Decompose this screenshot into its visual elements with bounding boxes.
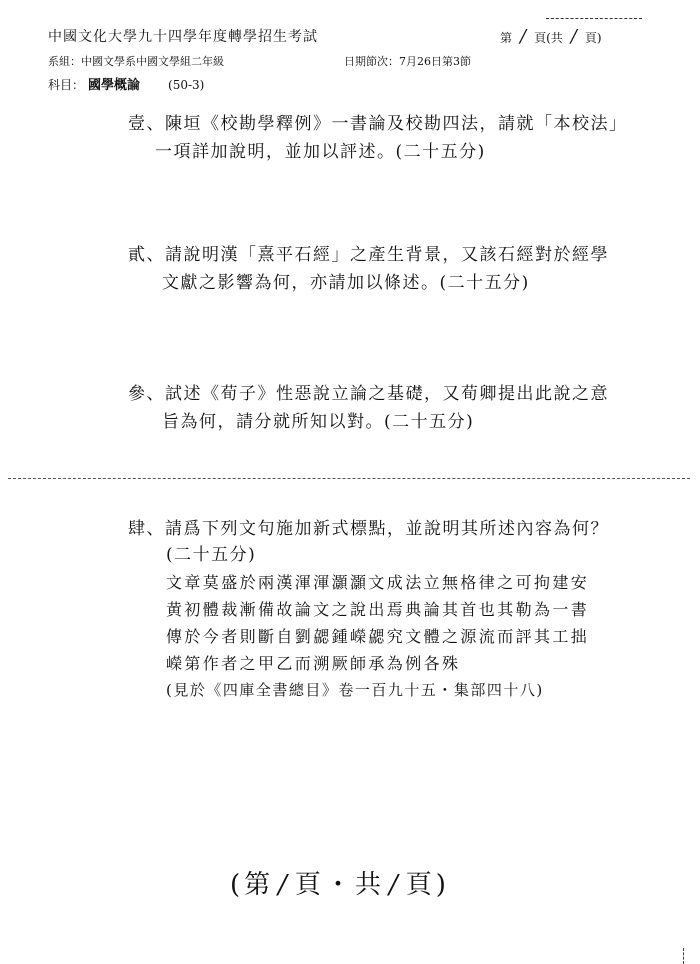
page-divider — [8, 478, 690, 479]
page-suffix: 頁) — [584, 31, 602, 45]
footer-slash-2: / — [388, 870, 402, 900]
classical-text-line-2: 黄初體裁漸備故論文之說出焉典論其首也其勒為一書 — [166, 600, 590, 619]
department: 系組：中國文學系中國文學組二年級 — [48, 55, 224, 68]
page-total-slash: / — [570, 26, 577, 47]
footer-page-number — [230, 864, 450, 901]
exam-title: 中國文化大學九十四學年度轉學招生考試 — [48, 29, 318, 45]
page-slash: / — [520, 26, 527, 47]
question-1-line-2: 一項詳加說明，並加以評述。(二十五分) — [155, 142, 486, 162]
subject-code: (50-3) — [168, 78, 205, 92]
page-prefix: 第 — [500, 31, 513, 45]
question-4-line-1: 肆、請爲下列文句施加新式標點，並說明其所述內容為何？ — [128, 519, 609, 539]
scan-edge-mark — [683, 948, 684, 964]
question-3-line-1: 參、試述《荀子》性惡說立論之基礎，又荀卿提出此說之意 — [128, 384, 609, 404]
footer-open: (第 — [230, 870, 275, 900]
header-page-number — [500, 26, 602, 47]
subject-line — [48, 74, 204, 93]
classical-text-line-4: 嶸第作者之甲乙而溯厥師承為例各殊 — [166, 654, 461, 673]
header-dotted-line — [546, 18, 642, 19]
classical-text-line-1: 文章莫盛於兩漢渾渾灝灝文成法立無格律之可拘建安 — [166, 573, 590, 592]
page-mid: 頁(共 — [534, 31, 563, 45]
question-4-line-2: (二十五分) — [166, 545, 257, 565]
classical-text-source: (見於《四庫全書總目》卷一百九十五・集部四十八) — [166, 681, 544, 699]
question-3-line-2: 旨為何，請分就所知以對。(二十五分) — [162, 412, 475, 432]
question-2-line-1: 貳、請說明漢「熹平石經」之產生背景，又該石經對於經學 — [128, 245, 609, 265]
date-session: 日期節次：7月26日第3節 — [344, 55, 471, 68]
footer-mid-2: 共 — [354, 870, 385, 900]
footer-dot: ・ — [324, 870, 355, 900]
footer-mid-1: 頁 — [294, 870, 325, 900]
subject-name: 國學概論 — [88, 78, 141, 93]
subject-label: 科目： — [48, 78, 85, 92]
classical-text-line-3: 傳於今者則斷自劉勰鍾嶸勰究文體之源流而評其工拙 — [166, 627, 590, 646]
footer-close: 頁) — [405, 870, 450, 900]
question-1-line-1: 壹、陳垣《校勘學釋例》一書論及校勘四法，請就「本校法」 — [128, 114, 628, 134]
question-2-line-2: 文獻之影響為何，亦請加以條述。(二十五分) — [162, 273, 530, 293]
footer-slash-1: / — [278, 870, 291, 900]
